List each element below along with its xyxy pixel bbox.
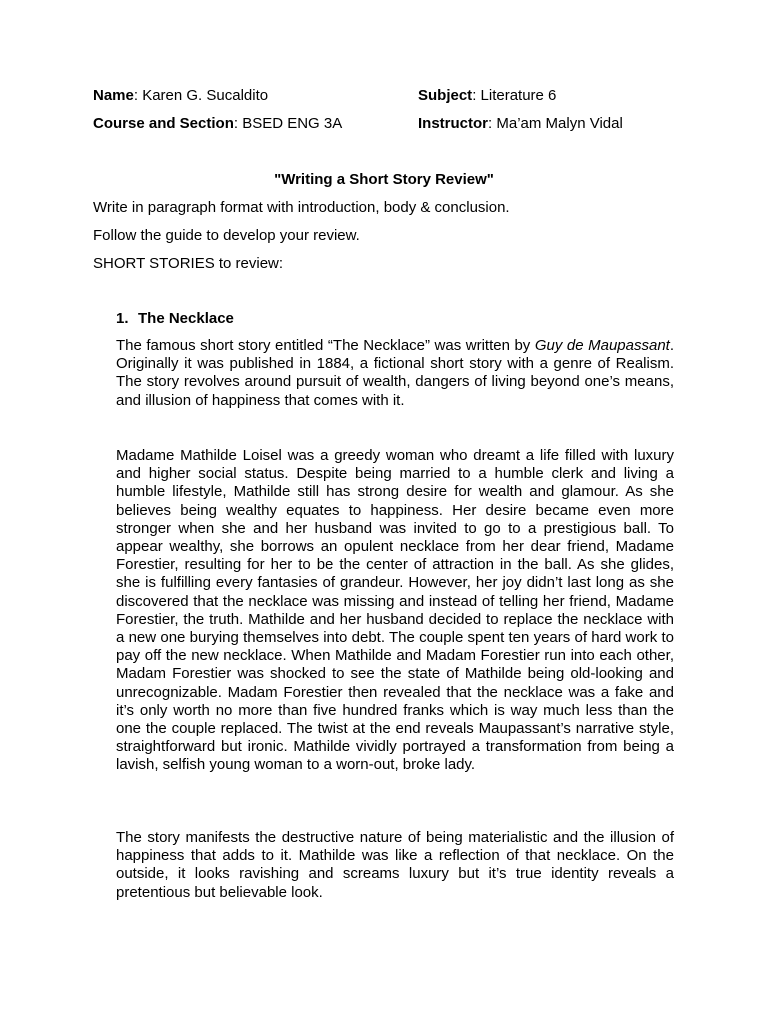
document-title: "Writing a Short Story Review" <box>274 171 494 188</box>
body-paragraph: Madame Mathilde Loisel was a greedy woman who dreamt a life filled with luxury and higher social status. Despite being married to a humble clerk and living a humble lifestyle, Mathilde still has strong desire for wealth and glamour. As she believes being wealthy equates to happiness. Her desire became even more stronger when she and her husband was invited to go to a prestigious ball. To appear wealthy, she borrows an opulent necklace from her dear friend, Madame Forestier, resulting for her to be the center of attraction in the ball. As she glides, she is fulfilling every fantasies of grandeur. However, her joy didn’t last long as she discovered that the necklace was missing and instead of telling her friend, Madame Forestier, the truth. Mathilde and her husband decided to replace the necklace with a new one burying themselves into debt. The couple spent ten years of hard work to pay off the new necklace. When Mathilde and Madam Forestier run into each other, Madam Forestier was shocked to see the state of Mathilde being old-looking and unrecognizable. Madam Forestier then revealed that the necklace was a fake and it’s only worth no more than five hundred franks which is way much less than the one the couple replaced. The twist at the end reveals Maupassant’s narrative style, straightforward but ironic. Mathilde vividly portrayed a transformation from being a lavish, selfish young woman to a worn-out, broke lady. <box>116 447 674 774</box>
instructor-value: : Ma’am Malyn Vidal <box>488 115 623 132</box>
course-field <box>93 115 342 133</box>
name-value: : Karen G. Sucaldito <box>133 87 269 104</box>
name-label: Name <box>93 87 134 104</box>
instruction-line: Write in paragraph format with introduction, body & conclusion. <box>93 199 510 216</box>
subject-label: Subject <box>418 87 473 104</box>
course-label: Course and Section <box>93 115 234 132</box>
subject-field <box>418 87 556 105</box>
author-name: Guy de Maupassant <box>534 337 670 354</box>
name-field <box>93 87 268 105</box>
intro-text-rest: . Originally it was published in 1884, a fictional short story with a genre of Realism. The story revolves around pursuit of wealth, dangers of living beyond one’s means, and illusion of happiness that comes with it. <box>116 337 674 409</box>
intro-paragraph <box>116 337 674 410</box>
course-value: : BSED ENG 3A <box>233 115 343 132</box>
conclusion-paragraph: The story manifests the destructive nature of being materialistic and the illusion of happiness that adds to it. Mathilde was like a reflection of that necklace. On the outside, it looks ravishing and screams luxury but it’s true identity reveals a pretentious but believable look. <box>116 829 674 901</box>
instructor-field <box>418 115 623 133</box>
instruction-line: SHORT STORIES to review: <box>93 255 284 272</box>
section-title: The Necklace <box>138 310 234 327</box>
subject-value: : Literature 6 <box>472 87 557 104</box>
instruction-line: Follow the guide to develop your review. <box>93 227 360 244</box>
instructor-label: Instructor <box>418 115 489 132</box>
intro-text: The famous short story entitled “The Necklace” was written by <box>116 337 535 354</box>
section-heading <box>116 310 234 328</box>
section-number: 1. <box>116 310 129 327</box>
